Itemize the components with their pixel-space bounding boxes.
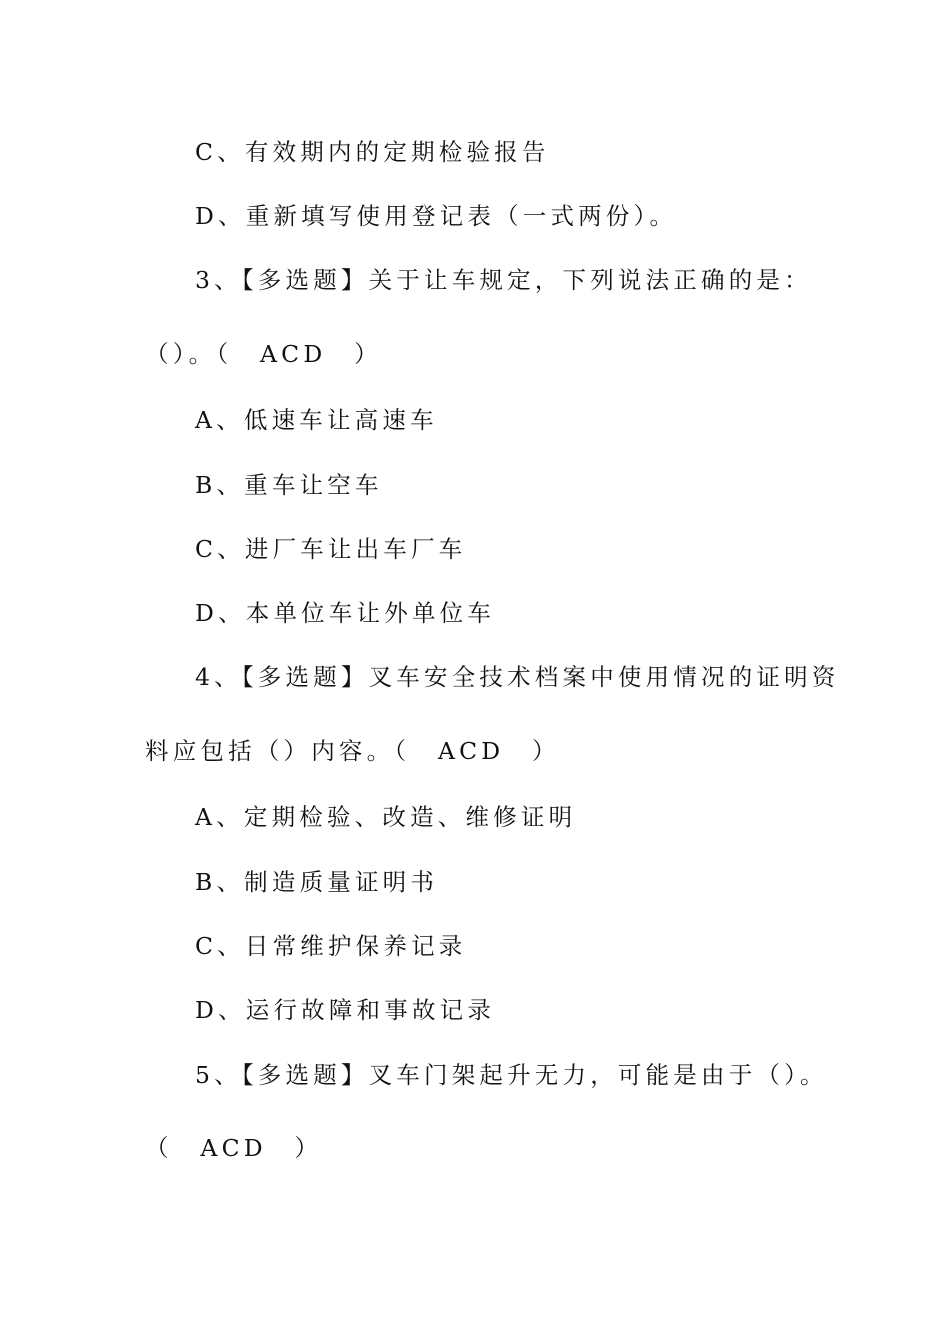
question-5-answer: （ ACD ） (145, 1134, 323, 1162)
option-d-q3: D、本单位车让外单位车 (195, 599, 496, 627)
option-c-q3: C、进厂车让出车厂车 (195, 535, 467, 563)
option-d-q2: D、重新填写使用登记表（一式两份）。 (195, 202, 678, 230)
option-c-q2: C、有效期内的定期检验报告 (195, 138, 550, 166)
question-4-text: 4、【多选题】叉车安全技术档案中使用情况的证明资 (195, 663, 840, 691)
option-b-q4: B、制造质量证明书 (195, 868, 439, 896)
question-3-answer: （）。（ ACD ） (145, 340, 382, 368)
option-b-q3: B、重车让空车 (195, 471, 383, 499)
question-3-text: 3、【多选题】关于让车规定，下列说法正确的是： (195, 266, 812, 294)
option-a-q4: A、定期检验、改造、维修证明 (195, 803, 577, 831)
question-5-text: 5、【多选题】叉车门架起升无力，可能是由于（）。 (195, 1061, 828, 1089)
option-d-q4: D、运行故障和事故记录 (195, 996, 496, 1024)
option-a-q3: A、低速车让高速车 (195, 406, 438, 434)
option-c-q4: C、日常维护保养记录 (195, 932, 467, 960)
question-4-continuation: 料应包括（）内容。（ ACD ） (145, 737, 560, 765)
